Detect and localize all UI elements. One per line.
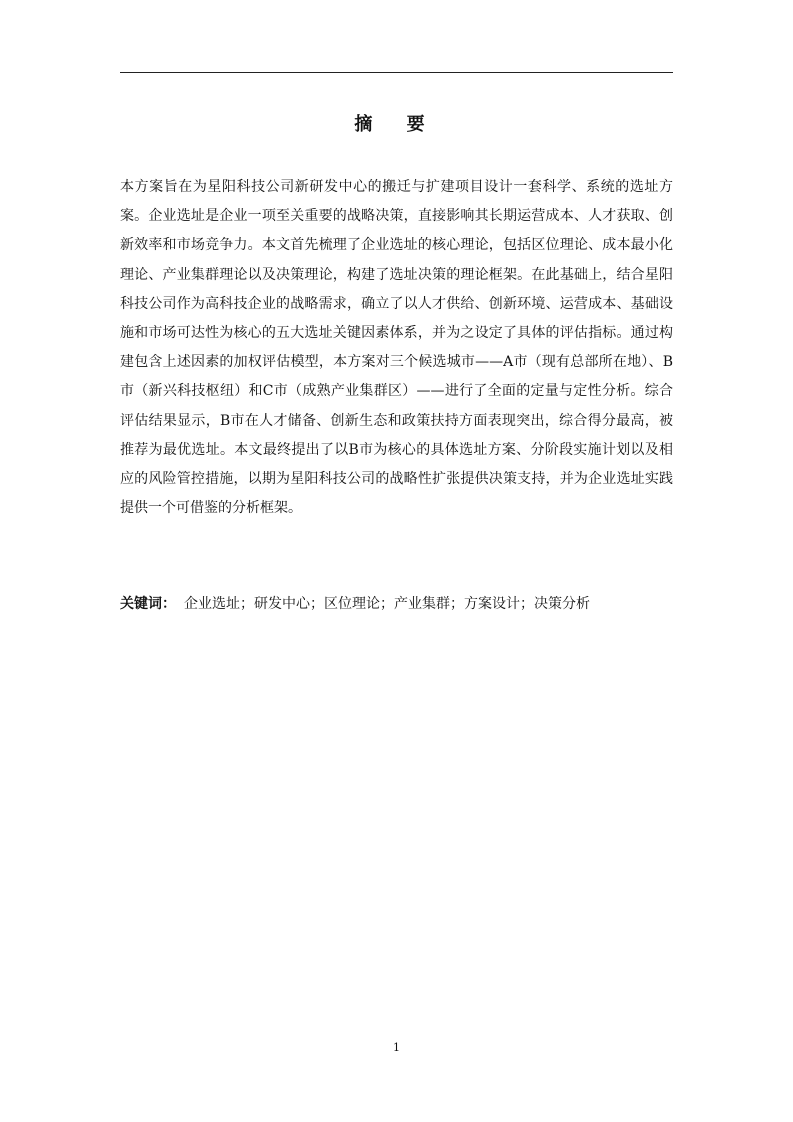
keywords-text: 企业选址；研发中心；区位理论；产业集群；方案设计；决策分析 — [184, 596, 590, 612]
keywords-line — [120, 591, 673, 617]
abstract-title: 摘 要 — [354, 114, 439, 135]
keywords-label: 关键词： — [120, 596, 176, 612]
abstract-body: 本方案旨在为星阳科技公司新研发中心的搬迁与扩建项目设计一套科学、系统的选址方案。企业选址是企业一项至关重要的战略决策，直接影响其长期运营成本、人才获取、创新效率和市场竞争力。本文首先梳理了企业选址的核心理论，包括区位理论、成本最小化理论、产业集群理论以及决策理论，构建了选址决策的理论框架。在此基础上，结合星阳科技公司作为高科技企业的战略需求，确立了以人才供给、创新环境、运营成本、基础设施和市场可达性为核心的五大选址关键因素体系，并为之设定了具体的评估指标。通过构建包含上述因素的加权评估模型，本方案对三个候选城市——A市（现有总部所在地）、B市（新兴科技枢纽）和C市（成熟产业集群区）——进行了全面的定量与定性分析。综合评估结果显示，B市在人才储备、创新生态和政策扶持方面表现突出，综合得分最高，被推荐为最优选址。本文最终提出了以B市为核心的具体选址方案、分阶段实施计划以及相应的风险管控措施，以期为星阳科技公司的战略性扩张提供决策支持，并为企业选址实践提供一个可借鉴的分析框架。 — [120, 179, 673, 517]
page-number: 1 — [393, 1041, 400, 1054]
header-rule — [120, 72, 673, 73]
